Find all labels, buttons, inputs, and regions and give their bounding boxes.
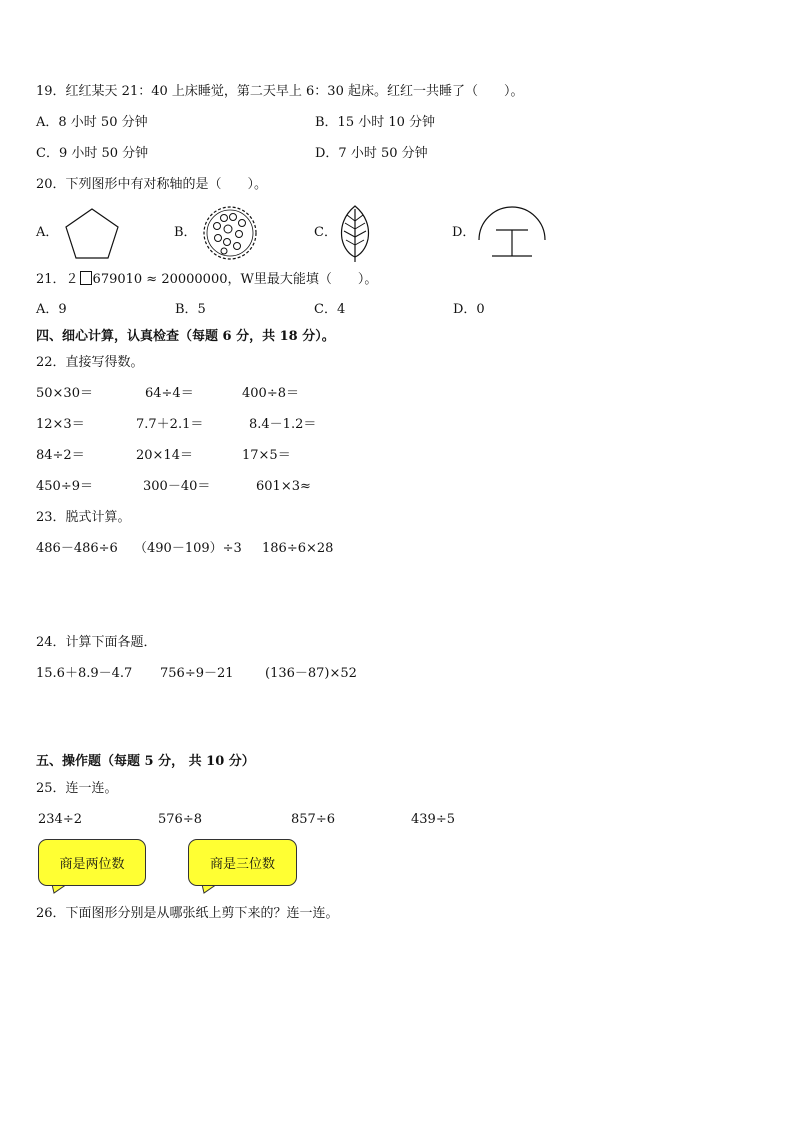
q24-item-3: (136－87)×52 [265,666,357,681]
q22-r2-c3: 8.4－1.2＝ [249,417,317,432]
q24-stem: 24．计算下面各题． [36,635,157,650]
q25-item-2: 576÷8 [158,812,202,827]
q22-r4-c2: 300－40＝ [143,479,211,494]
q22-r1-c3: 400÷8＝ [242,386,299,401]
q22-r4-c1: 450÷9＝ [36,479,93,494]
q22-r1-c2: 64÷4＝ [145,386,194,401]
section4-title: 四、细心计算，认真检查（每题 6 分，共 18 分）。 [36,329,335,344]
q20-option-c: C． [314,225,337,240]
q20-option-d: D． [452,225,476,240]
q22-stem: 22．直接写得数。 [36,355,144,370]
q23-item-3: 186÷6×28 [262,541,334,556]
q25-item-4: 439÷5 [411,812,455,827]
q26-stem: 26．下面图形分别是从哪张纸上剪下来的？连一连。 [36,906,339,921]
q21-option-d: D．0 [453,302,485,317]
section5-title: 五、操作题（每题 5 分， 共 10 分） [36,754,255,769]
q21-option-c: C．4 [314,302,346,317]
q24-item-2: 756÷9－21 [160,666,234,681]
q19-stem: 19．红红某天 21：40 上床睡觉，第二天早上 6：30 起床。红红一共睡了（ ）。 [36,84,524,99]
bubble-two-digit-quotient[interactable] [38,839,146,886]
q22-r3-c1: 84÷2＝ [36,448,85,463]
leaf-icon [338,203,372,263]
q25-item-1: 234÷2 [38,812,82,827]
pentagon-icon [62,206,122,262]
bubble-two-digit-label: 商是两位数 [59,857,125,872]
q21-option-a: A．9 [36,302,67,317]
bubble-three-digit-label: 商是三位数 [209,857,275,872]
q20-option-b: B． [174,225,197,240]
q21-stem-suffix: 679010 ≈ 20000000，W里最大能填（ ）。 [92,272,378,287]
q19-option-b: B．15 小时 10 分钟 [315,115,436,130]
q22-r2-c1: 12×3＝ [36,417,85,432]
q22-r3-c3: 17×5＝ [242,448,291,463]
q25-item-3: 857÷6 [291,812,335,827]
q20-stem: 20．下列图形中有对称轴的是（ ）。 [36,177,268,192]
q23-item-2: （490－109）÷3 [134,541,242,556]
q20-option-a: A． [36,225,59,240]
arch-shape-icon [476,202,548,260]
q21-option-b: B．5 [175,302,206,317]
q22-r2-c2: 7.7＋2.1＝ [136,417,204,432]
q21-stem-prefix: 21．２ [36,272,79,287]
q19-option-c: C．9 小时 50 分钟 [36,146,149,161]
q23-stem: 23．脱式计算。 [36,510,131,525]
q24-item-1: 15.6＋8.9－4.7 [36,666,133,681]
q25-stem: 25．连一连。 [36,781,118,796]
q19-option-d: D．7 小时 50 分钟 [315,146,428,161]
bubble-three-digit-quotient[interactable] [188,839,297,886]
q19-option-a: A．8 小时 50 分钟 [36,115,148,130]
q22-r1-c1: 50×30＝ [36,386,93,401]
q22-r3-c2: 20×14＝ [136,448,193,463]
blank-square-icon [80,271,92,285]
dotted-scalloped-circle-icon [200,204,260,262]
q23-item-1: 486－486÷6 [36,541,118,556]
q21-stem [36,271,377,288]
q22-r4-c3: 601×3≈ [256,479,311,494]
